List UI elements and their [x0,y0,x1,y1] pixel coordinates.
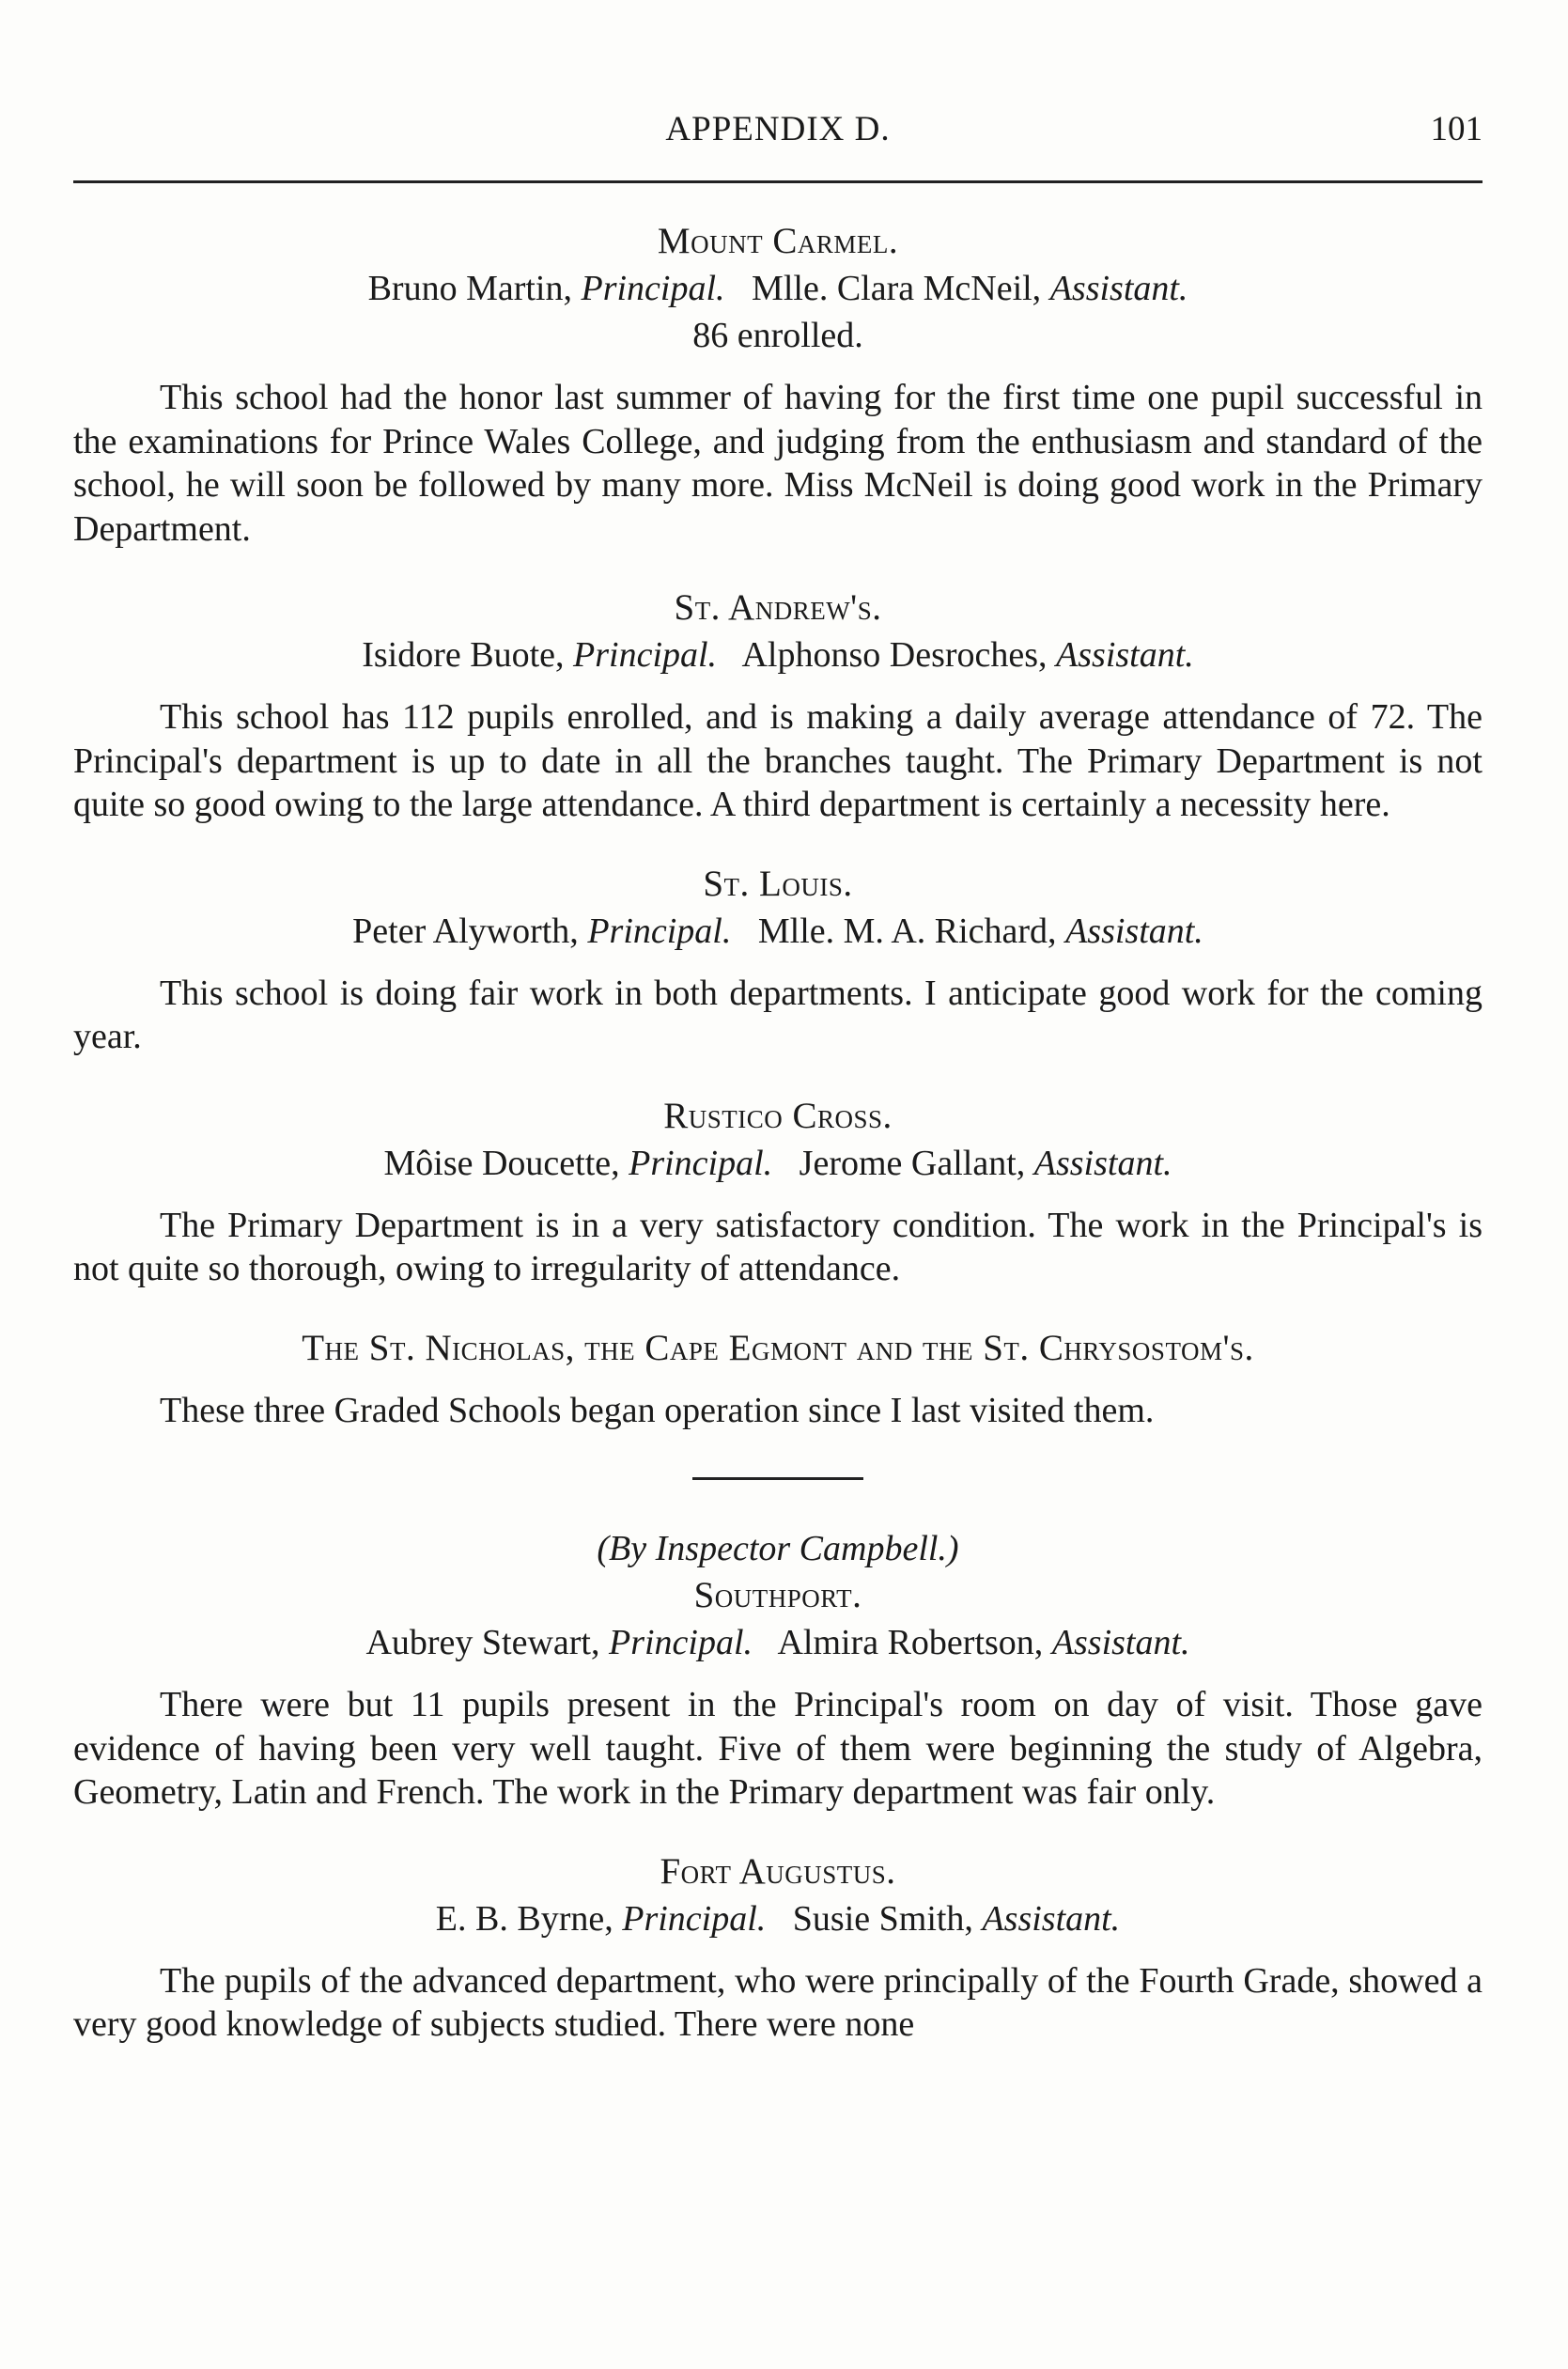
assistant-name: Mlle. M. A. Richard, [757,911,1057,951]
principal-name: Bruno Martin, [367,269,572,308]
assistant-role: Assistant. [1056,635,1194,675]
section-st-andrews [73,584,1483,827]
principal-name: Isidore Buote, [362,635,565,675]
assistant-role: Assistant. [1051,1623,1190,1662]
spacer [73,1666,1483,1683]
report-paragraph: This school had the honor last summer of having for the first time one pupil successful in the examinations for Prince Wales College, and judging from the enthusiasm and standard of the school, he will soon be followed by many more. Miss McNeil is doing good work in the Primary Department. [73,378,1483,549]
report-paragraph: This school is doing fair work in both departments. I anticipate good work for the coming year. [73,973,1483,1056]
page-number: 101 [1430,110,1483,148]
report-paragraph: There were but 11 pupils present in the Principal's room on day of visit. Those gave evidence of having been very well taught. Five of them were beginning the study of Algebra, Geometry, Latin and French. The work in the Primary department was fair only. [73,1685,1483,1812]
spacer [73,1059,1483,1093]
staff-line [73,1140,1483,1187]
principal-name: E. B. Byrne, [435,1898,613,1939]
running-title: APPENDIX D. [665,110,891,148]
spacer [73,1942,1483,1959]
spacer [73,955,1483,972]
spacer [73,1187,1483,1204]
report-paragraph: The pupils of the advanced department, who were principally of the Fourth Grade, showed a very good knowledge of subjects studied. There were none [73,1960,1483,2044]
assistant-role: Assistant. [982,1898,1121,1939]
spacer [73,1291,1483,1325]
principal-role: Principal. [622,1898,767,1939]
spacer [73,551,1483,584]
school-heading: Southport. [693,1575,862,1615]
section-rustico-cross [73,1093,1483,1291]
principal-role: Principal. [573,635,718,675]
principal-role: Principal. [608,1623,753,1662]
principal-name: Môise Doucette, [383,1143,620,1183]
assistant-role: Assistant. [1049,269,1188,308]
principal-name: Peter Alyworth, [352,911,579,951]
report-paragraph: The Primary Department is in a very satisfactory condition. The work in the Principal's is not quite so thorough, owing to irregularity of attendance. [73,1205,1483,1288]
assistant-name: Jerome Gallant, [799,1143,1026,1183]
school-heading: The St. Nicholas, the Cape Egmont and the St. Chrysostom's. [302,1327,1254,1368]
school-heading: Fort Augustus. [660,1850,896,1892]
assistant-name: Almira Robertson, [777,1623,1044,1662]
principal-role: Principal. [629,1143,773,1183]
principal-role: Principal. [587,911,732,951]
spacer [73,827,1483,861]
assistant-role: Assistant. [1033,1143,1172,1183]
spacer [73,1372,1483,1389]
spacer [73,1815,1483,1848]
school-heading: Rustico Cross. [663,1095,893,1136]
spacer [73,1480,1483,1525]
school-heading: Mount Carmel. [657,221,899,261]
running-header [73,101,1483,158]
staff-line [73,631,1483,678]
assistant-name: Mlle. Clara McNeil, [752,269,1042,308]
enrollment-count: 86 enrolled. [692,316,863,355]
spacer [73,359,1483,376]
section-st-louis [73,861,1483,1059]
spacer [73,678,1483,695]
school-heading: St. Andrew's. [674,587,882,628]
section-southport [73,1572,1483,1815]
principal-name: Aubrey Stewart, [365,1623,600,1662]
header-rule [73,180,1483,183]
section-mount-carmel [73,218,1483,551]
assistant-name: Susie Smith, [792,1898,973,1939]
inspector-heading: (By Inspector Campbell.) [597,1529,959,1568]
section-fort-augustus [73,1848,1483,2047]
staff-line [73,1619,1483,1666]
principal-role: Principal. [581,269,725,308]
staff-line [73,908,1483,955]
section-graded-schools [73,1325,1483,1433]
school-heading: St. Louis. [703,863,853,904]
spacer [73,1432,1483,1477]
report-paragraph: This school has 112 pupils enrolled, and is making a daily average attendance of 72. The Principal's department is up to date in all the branches taught. The Primary Department is not quite so good owing to the large attendance. A third department is certainly a necessity here. [73,697,1483,824]
page-body [73,218,1483,2047]
staff-line [73,1895,1483,1942]
assistant-name: Alphonso Desroches, [741,635,1048,675]
assistant-role: Assistant. [1065,911,1203,951]
staff-line [73,265,1483,312]
report-paragraph: These three Graded Schools began operation since I last visited them. [160,1390,1155,1430]
